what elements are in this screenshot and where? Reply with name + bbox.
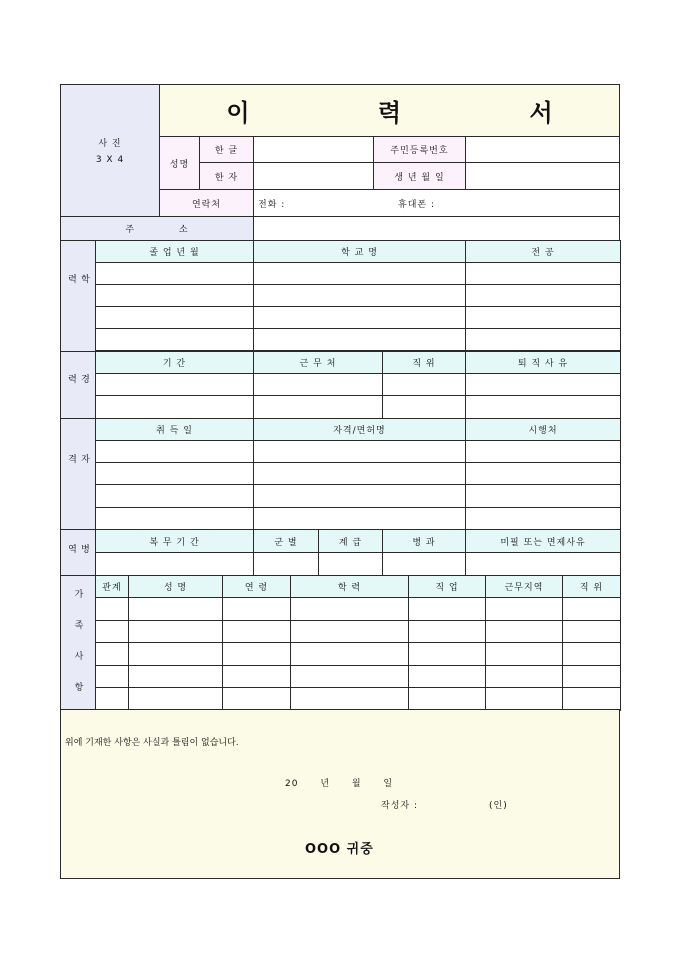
- military-section-label: 병 역: [60, 529, 96, 576]
- military-cell[interactable]: [382, 552, 466, 576]
- date-line: 20 년 월 일: [285, 779, 394, 789]
- family-cell[interactable]: [408, 620, 486, 644]
- license-cell[interactable]: [465, 484, 621, 507]
- military-header-1: 복 무 기 간: [95, 529, 254, 553]
- statement: 위에 기재한 사항은 사실과 틀림이 없습니다.: [65, 738, 239, 748]
- license-header-2: 자격/면허명: [253, 418, 466, 441]
- family-cell[interactable]: [95, 620, 129, 644]
- license-cell[interactable]: [465, 462, 621, 485]
- career-section-label: 경 력: [60, 351, 96, 419]
- family-cell[interactable]: [222, 687, 291, 711]
- family-header-1: 관계: [95, 575, 129, 598]
- career-cell[interactable]: [382, 395, 466, 418]
- address-label: 주 소: [60, 216, 254, 241]
- address-field[interactable]: [253, 216, 620, 241]
- education-header-2: 학 교 명: [253, 240, 466, 263]
- education-cell[interactable]: [465, 284, 621, 307]
- license-cell[interactable]: [253, 440, 466, 463]
- career-header-4: 퇴 직 사 유: [465, 351, 621, 374]
- career-cell[interactable]: [253, 373, 383, 396]
- hanja-name-field[interactable]: [253, 162, 374, 190]
- license-cell[interactable]: [95, 507, 254, 530]
- license-cell[interactable]: [95, 440, 254, 463]
- family-cell[interactable]: [222, 665, 291, 689]
- family-cell[interactable]: [128, 665, 223, 689]
- career-cell[interactable]: [95, 395, 254, 418]
- family-cell[interactable]: [485, 687, 563, 711]
- family-cell[interactable]: [95, 597, 129, 621]
- family-cell[interactable]: [95, 687, 129, 711]
- education-cell[interactable]: [95, 284, 254, 307]
- military-header-2: 군 별: [253, 529, 319, 553]
- military-cell[interactable]: [318, 552, 383, 576]
- family-cell[interactable]: [128, 642, 223, 666]
- family-header-6: 근무지역: [485, 575, 563, 598]
- name-label: 성명: [159, 136, 200, 190]
- education-header-3: 전 공: [465, 240, 621, 263]
- license-section-label: 자 격: [60, 418, 96, 530]
- family-cell[interactable]: [95, 665, 129, 689]
- family-cell[interactable]: [290, 665, 409, 689]
- education-cell[interactable]: [465, 328, 621, 351]
- family-cell[interactable]: [290, 642, 409, 666]
- education-cell[interactable]: [95, 262, 254, 285]
- family-cell[interactable]: [562, 687, 621, 711]
- contact-field[interactable]: [253, 189, 620, 217]
- family-header-2: 성 명: [128, 575, 223, 598]
- education-cell[interactable]: [95, 328, 254, 351]
- military-header-5: 미필 또는 면제사유: [465, 529, 621, 553]
- license-header-1: 취 득 일: [95, 418, 254, 441]
- education-cell[interactable]: [465, 306, 621, 329]
- career-cell[interactable]: [465, 395, 621, 418]
- license-cell[interactable]: [465, 440, 621, 463]
- education-cell[interactable]: [253, 262, 466, 285]
- family-cell[interactable]: [485, 620, 563, 644]
- license-header-3: 시행처: [465, 418, 621, 441]
- family-header-3: 연 령: [222, 575, 291, 598]
- family-cell[interactable]: [290, 597, 409, 621]
- photo-label: 사 진: [98, 139, 122, 149]
- education-cell[interactable]: [253, 284, 466, 307]
- title-box: [159, 84, 620, 137]
- family-cell[interactable]: [408, 597, 486, 621]
- hangul-name-field[interactable]: [253, 136, 374, 163]
- birth-field[interactable]: [465, 162, 620, 190]
- family-cell[interactable]: [128, 597, 223, 621]
- family-cell[interactable]: [222, 642, 291, 666]
- author-label: 작성자 :: [381, 801, 418, 811]
- family-cell[interactable]: [408, 642, 486, 666]
- education-cell[interactable]: [253, 328, 466, 351]
- career-header-3: 직 위: [382, 351, 466, 374]
- career-cell[interactable]: [465, 373, 621, 396]
- family-cell[interactable]: [128, 687, 223, 711]
- career-header-1: 기 간: [95, 351, 254, 374]
- family-cell[interactable]: [95, 642, 129, 666]
- license-cell[interactable]: [465, 507, 621, 530]
- resident-no-label: 주민등록번호: [373, 136, 466, 163]
- family-header-4: 학 력: [290, 575, 409, 598]
- education-cell[interactable]: [253, 306, 466, 329]
- recipient: OOO 귀중: [305, 842, 374, 857]
- military-cell[interactable]: [95, 552, 254, 576]
- family-cell[interactable]: [562, 620, 621, 644]
- resident-no-field[interactable]: [465, 136, 620, 163]
- license-cell[interactable]: [95, 484, 254, 507]
- hanja-label: 한 자: [199, 162, 254, 190]
- birth-label: 생 년 월 일: [373, 162, 466, 190]
- contact-label: 연락처: [159, 189, 254, 217]
- family-header-5: 직 업: [408, 575, 486, 598]
- footer-box: [60, 709, 620, 879]
- photo-size: 3 X 4: [95, 155, 125, 165]
- family-section-label: 가 족 사 항: [60, 575, 96, 710]
- family-cell[interactable]: [485, 597, 563, 621]
- military-header-4: 병 과: [382, 529, 466, 553]
- career-cell[interactable]: [95, 373, 254, 396]
- education-cell[interactable]: [465, 262, 621, 285]
- family-cell[interactable]: [485, 642, 563, 666]
- family-cell[interactable]: [485, 665, 563, 689]
- military-cell[interactable]: [253, 552, 319, 576]
- license-cell[interactable]: [253, 507, 466, 530]
- page-title: 이 력 서: [226, 99, 613, 127]
- career-header-2: 근 무 처: [253, 351, 383, 374]
- career-cell[interactable]: [382, 373, 466, 396]
- education-section-label: 학 력: [60, 240, 96, 352]
- license-cell[interactable]: [253, 462, 466, 485]
- career-cell[interactable]: [253, 395, 383, 418]
- family-cell[interactable]: [128, 620, 223, 644]
- license-cell[interactable]: [253, 484, 466, 507]
- family-cell[interactable]: [290, 687, 409, 711]
- license-cell[interactable]: [95, 462, 254, 485]
- family-cell[interactable]: [222, 597, 291, 621]
- family-cell[interactable]: [408, 665, 486, 689]
- family-cell[interactable]: [222, 620, 291, 644]
- family-cell[interactable]: [408, 687, 486, 711]
- family-header-7: 직 위: [562, 575, 621, 598]
- family-cell[interactable]: [562, 597, 621, 621]
- military-cell[interactable]: [465, 552, 621, 576]
- family-cell[interactable]: [290, 620, 409, 644]
- phone-label: 전화 :: [258, 199, 286, 210]
- seal-label: (인): [489, 801, 508, 811]
- education-header-1: 졸 업 년 월: [95, 240, 254, 263]
- family-cell[interactable]: [562, 642, 621, 666]
- family-cell[interactable]: [562, 665, 621, 689]
- photo-box: [60, 84, 160, 217]
- mobile-label: 휴대폰 :: [398, 199, 435, 210]
- military-header-3: 계 급: [318, 529, 383, 553]
- education-cell[interactable]: [95, 306, 254, 329]
- hangul-label: 한 글: [199, 136, 254, 163]
